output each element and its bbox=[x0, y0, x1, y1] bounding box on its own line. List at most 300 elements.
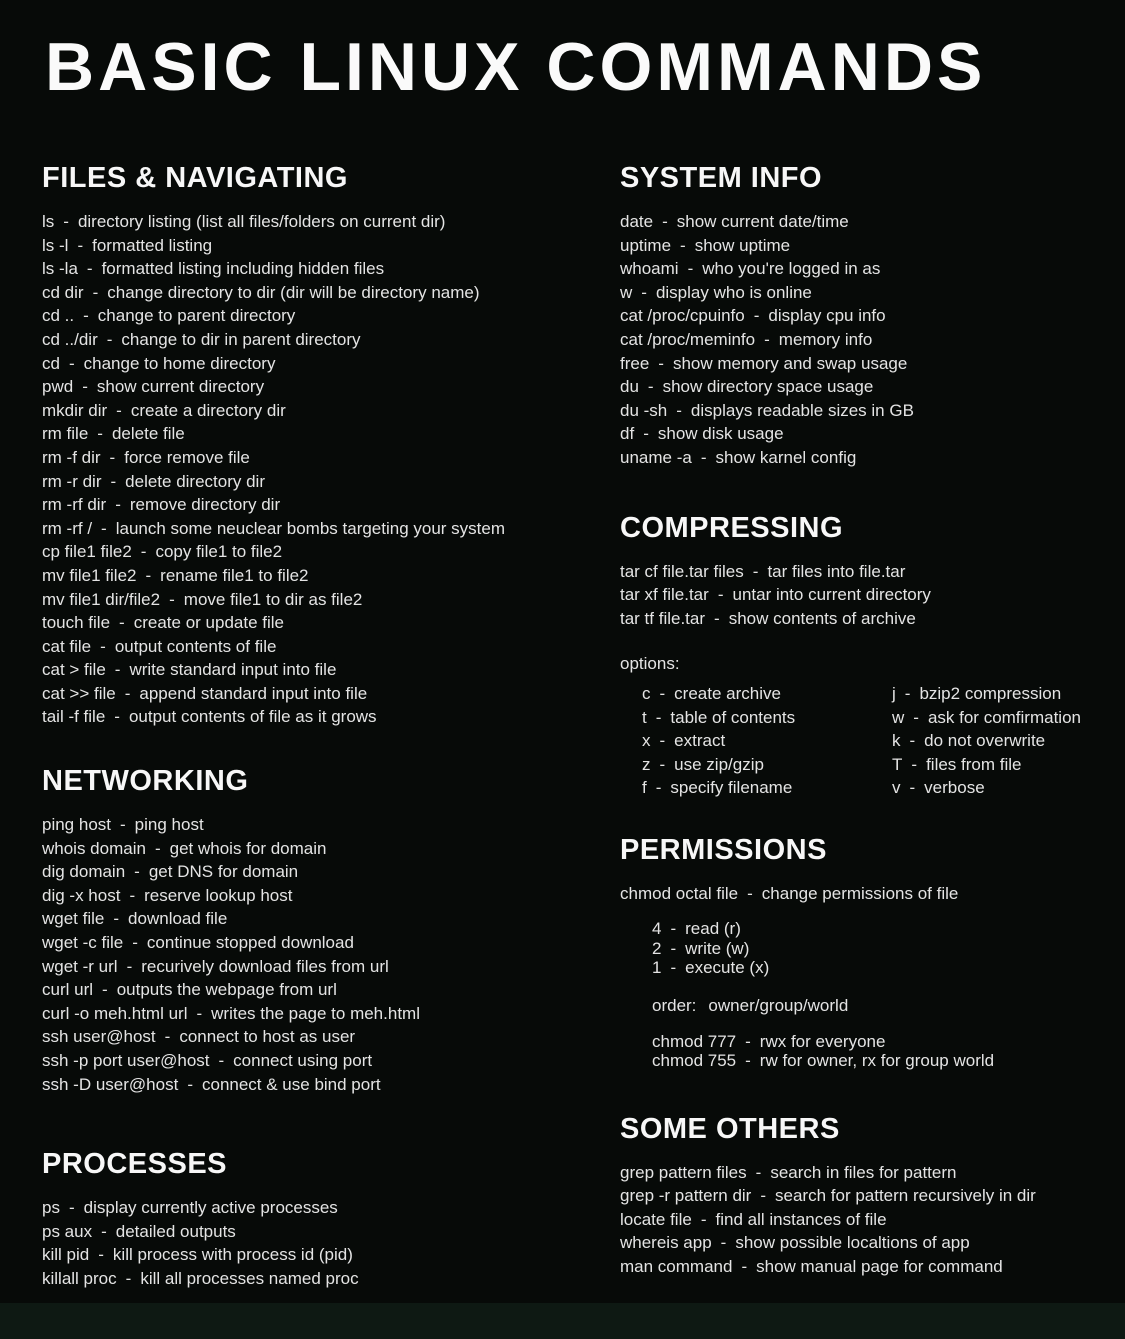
separator-dash-glyph: - bbox=[641, 282, 647, 302]
separator-dash-glyph: - bbox=[120, 815, 126, 835]
command-description: rw for owner, rx for group world bbox=[759, 1051, 995, 1071]
command-text: locate file bbox=[620, 1209, 692, 1229]
command-line bbox=[42, 517, 612, 541]
command-line bbox=[652, 958, 1122, 978]
command-line bbox=[42, 1220, 612, 1244]
command-text: cp file1 file2 bbox=[42, 542, 132, 562]
separator-dash-glyph: - bbox=[647, 377, 654, 397]
separator-dash-glyph: - bbox=[92, 282, 99, 302]
command-description: kill all processes named proc bbox=[140, 1268, 359, 1288]
command-line bbox=[620, 446, 1122, 470]
command-line bbox=[642, 729, 892, 753]
options-label: options: bbox=[620, 654, 680, 674]
command-line bbox=[42, 837, 612, 861]
command-text: man command bbox=[620, 1256, 733, 1276]
command-line bbox=[42, 1267, 612, 1291]
separator-dash-glyph: - bbox=[164, 1027, 171, 1047]
command-text: ssh -D user@host bbox=[42, 1074, 179, 1094]
command-description: table of contents bbox=[670, 707, 796, 727]
section-heading: SYSTEM INFO bbox=[620, 162, 823, 194]
command-text: chmod 755 bbox=[652, 1051, 737, 1071]
command-text: curl -o meh.html url bbox=[42, 1003, 188, 1023]
poster-title: BASIC LINUX COMMANDS bbox=[45, 29, 987, 105]
command-description: connect & use bind port bbox=[201, 1074, 381, 1094]
command-description: verbose bbox=[924, 778, 985, 798]
command-description: launch some neuclear bombs targeting your system bbox=[115, 518, 506, 538]
separator-dash-glyph: - bbox=[655, 778, 662, 798]
command-description: move file1 to dir as file2 bbox=[183, 589, 363, 609]
separator-dash-glyph: - bbox=[101, 518, 107, 538]
command-description: detailed outputs bbox=[115, 1221, 236, 1241]
command-description: output contents of file bbox=[114, 636, 277, 656]
command-text: whois domain bbox=[42, 838, 146, 858]
command-description: write (w) bbox=[685, 938, 750, 958]
separator-dash-glyph: - bbox=[97, 424, 103, 444]
command-line bbox=[42, 352, 612, 376]
command-line bbox=[42, 234, 612, 258]
command-line bbox=[620, 281, 1122, 305]
command-line bbox=[42, 1073, 612, 1097]
command-text: tail -f file bbox=[42, 707, 106, 727]
separator-dash-glyph: - bbox=[132, 933, 138, 953]
separator-dash-glyph: - bbox=[714, 608, 720, 628]
command-description: recurively download files from url bbox=[141, 956, 389, 976]
command-text: rm -rf dir bbox=[42, 495, 107, 515]
command-text: wget -c file bbox=[42, 933, 124, 953]
separator-dash-glyph: - bbox=[218, 1051, 225, 1070]
command-line bbox=[620, 1208, 1122, 1232]
command-text: tar tf file.tar bbox=[620, 608, 706, 628]
command-text: ps bbox=[42, 1198, 60, 1218]
command-description: show current directory bbox=[96, 377, 265, 397]
command-text: ls -l bbox=[42, 235, 69, 255]
command-text: tar cf file.tar files bbox=[620, 561, 744, 581]
command-description: who you're logged in as bbox=[702, 259, 881, 279]
command-text: df bbox=[620, 424, 635, 444]
separator-dash-glyph: - bbox=[124, 683, 131, 703]
separator-dash-glyph: - bbox=[676, 400, 682, 420]
command-line bbox=[42, 564, 612, 588]
separator-dash-glyph: - bbox=[145, 565, 152, 585]
command-line bbox=[42, 210, 612, 234]
command-line bbox=[42, 931, 612, 955]
command-description: files from file bbox=[926, 754, 1022, 774]
command-description: extract bbox=[674, 731, 726, 751]
command-line bbox=[42, 540, 612, 564]
command-description: show directory space usage bbox=[662, 377, 874, 397]
command-description: tar files into file.tar bbox=[767, 561, 906, 581]
options-column-right bbox=[892, 682, 1081, 800]
separator-dash-glyph: - bbox=[764, 329, 770, 349]
command-description: show manual page for command bbox=[756, 1256, 1003, 1276]
command-line bbox=[652, 1032, 1122, 1052]
command-line bbox=[42, 422, 612, 446]
command-description: change to home directory bbox=[83, 353, 276, 373]
command-line bbox=[620, 560, 1122, 584]
command-line bbox=[642, 706, 892, 730]
separator-dash-glyph: - bbox=[113, 909, 120, 929]
command-text: cat >> file bbox=[42, 683, 116, 703]
command-description: memory info bbox=[778, 329, 873, 349]
separator-dash-glyph: - bbox=[115, 495, 121, 515]
separator-dash-glyph: - bbox=[752, 561, 759, 581]
separator-dash-glyph: - bbox=[760, 1186, 767, 1206]
command-line bbox=[620, 422, 1122, 446]
command-line bbox=[620, 328, 1122, 352]
command-text: mkdir dir bbox=[42, 400, 108, 420]
command-line bbox=[42, 328, 612, 352]
separator-dash-glyph: - bbox=[913, 707, 919, 727]
command-line bbox=[42, 860, 612, 884]
command-text: rm -f dir bbox=[42, 447, 101, 467]
separator-dash-glyph: - bbox=[747, 883, 753, 903]
order-value: owner/group/world bbox=[708, 995, 849, 1015]
command-text: k bbox=[892, 731, 901, 751]
command-description: execute (x) bbox=[685, 958, 770, 978]
command-text: cd dir bbox=[42, 282, 84, 302]
command-description: create a directory dir bbox=[130, 400, 286, 420]
command-text: f bbox=[642, 778, 647, 798]
separator-dash-glyph: - bbox=[700, 447, 707, 467]
separator-dash-glyph: - bbox=[904, 683, 911, 703]
command-description: create archive bbox=[674, 683, 781, 703]
separator-dash-glyph: - bbox=[670, 958, 677, 978]
separator-dash-glyph: - bbox=[670, 938, 677, 958]
command-line bbox=[42, 588, 612, 612]
command-description: writes the page to meh.html bbox=[211, 1003, 420, 1023]
command-text: 1 bbox=[652, 958, 662, 978]
command-line bbox=[620, 882, 1122, 906]
command-line bbox=[620, 257, 1122, 281]
command-line bbox=[620, 234, 1122, 258]
command-text: cd .. bbox=[42, 306, 75, 326]
section-heading: FILES & NAVIGATING bbox=[42, 162, 348, 194]
command-description: create or update file bbox=[133, 613, 284, 633]
command-text: cat > file bbox=[42, 660, 106, 680]
command-description: formatted listing bbox=[92, 235, 213, 255]
command-text: dig -x host bbox=[42, 885, 121, 905]
separator-dash-glyph: - bbox=[129, 885, 136, 905]
command-text: whereis app bbox=[620, 1233, 712, 1253]
command-text: mv file1 dir/file2 bbox=[42, 589, 161, 609]
command-line bbox=[892, 706, 1081, 730]
separator-dash-glyph: - bbox=[116, 400, 122, 420]
command-text: ssh user@host bbox=[42, 1027, 156, 1047]
separator-dash-glyph: - bbox=[659, 731, 666, 751]
command-description: find all instances of file bbox=[715, 1209, 887, 1229]
command-line bbox=[620, 1184, 1122, 1208]
order-line bbox=[652, 994, 1122, 1018]
command-description: show uptime bbox=[694, 235, 791, 255]
permission-values-block bbox=[652, 919, 1122, 978]
command-description: show current date/time bbox=[676, 212, 849, 231]
command-text: 4 bbox=[652, 919, 662, 939]
section-heading: NETWORKING bbox=[42, 765, 249, 798]
command-text: uname -a bbox=[620, 447, 692, 467]
command-text: date bbox=[620, 212, 654, 231]
command-description: delete directory dir bbox=[125, 471, 265, 491]
separator-dash-glyph: - bbox=[187, 1074, 193, 1094]
command-line bbox=[652, 939, 1122, 959]
separator-dash-glyph: - bbox=[77, 235, 84, 255]
command-text: cat file bbox=[42, 636, 92, 656]
command-line bbox=[42, 446, 612, 470]
command-line bbox=[620, 1255, 1122, 1279]
command-description: use zip/gzip bbox=[674, 754, 764, 774]
command-description: displays readable sizes in GB bbox=[690, 400, 914, 420]
command-description: outputs the webpage from url bbox=[116, 980, 337, 1000]
command-line bbox=[42, 281, 612, 305]
command-line bbox=[42, 304, 612, 328]
command-line bbox=[42, 1243, 612, 1267]
separator-dash-glyph: - bbox=[63, 212, 69, 231]
command-line bbox=[620, 210, 1122, 234]
command-line bbox=[42, 1025, 612, 1049]
command-text: du -sh bbox=[620, 400, 668, 420]
command-text: T bbox=[892, 754, 903, 774]
separator-dash-glyph: - bbox=[169, 589, 175, 609]
separator-dash-glyph: - bbox=[717, 585, 724, 605]
command-description: change permissions of file bbox=[761, 883, 959, 903]
command-line bbox=[42, 955, 612, 979]
separator-dash-glyph: - bbox=[655, 707, 662, 727]
command-text: w bbox=[620, 282, 633, 302]
command-description: change directory to dir (dir will be directory name) bbox=[107, 282, 480, 302]
command-description: search for pattern recursively in dir bbox=[775, 1186, 1036, 1206]
command-line bbox=[42, 658, 612, 682]
separator-dash-glyph: - bbox=[720, 1233, 727, 1253]
left-column bbox=[42, 160, 612, 1291]
command-description: directory listing (list all files/folders on current dir) bbox=[77, 212, 446, 231]
command-description: kill process with process id (pid) bbox=[112, 1245, 353, 1265]
section-heading: SOME OTHERS bbox=[620, 1112, 840, 1145]
command-line bbox=[642, 776, 892, 800]
command-text: uptime bbox=[620, 235, 672, 255]
separator-dash-glyph: - bbox=[700, 1209, 707, 1229]
command-description: append standard input into file bbox=[139, 683, 368, 703]
command-description: search in files for pattern bbox=[770, 1162, 957, 1182]
command-description: do not overwrite bbox=[924, 731, 1046, 751]
separator-dash-glyph: - bbox=[109, 447, 116, 467]
command-text: w bbox=[892, 707, 905, 727]
command-description: change to dir in parent directory bbox=[121, 329, 361, 349]
command-text: ssh -p port user@host bbox=[42, 1051, 210, 1070]
command-line bbox=[652, 919, 1122, 939]
separator-dash-glyph: - bbox=[83, 306, 89, 326]
command-text: cat /proc/cpuinfo bbox=[620, 306, 745, 326]
command-text: ls bbox=[42, 212, 55, 231]
command-description: download file bbox=[128, 909, 228, 929]
command-description: ping host bbox=[134, 815, 204, 835]
command-description: display cpu info bbox=[768, 306, 886, 326]
command-description: show contents of archive bbox=[728, 608, 916, 628]
section-heading: PERMISSIONS bbox=[620, 833, 827, 866]
command-line bbox=[42, 813, 612, 837]
separator-dash-glyph: - bbox=[119, 613, 125, 633]
command-description: change to parent directory bbox=[97, 306, 296, 326]
command-text: rm -r dir bbox=[42, 471, 102, 491]
separator-dash-glyph: - bbox=[68, 353, 75, 373]
command-line bbox=[42, 1196, 612, 1220]
separator-dash-glyph: - bbox=[68, 1198, 75, 1218]
separator-dash-glyph: - bbox=[911, 754, 918, 774]
chmod-examples-block bbox=[652, 1032, 1122, 1071]
separator-dash-glyph: - bbox=[687, 259, 694, 279]
separator-dash-glyph: - bbox=[643, 424, 649, 444]
command-text: curl url bbox=[42, 980, 94, 1000]
command-text: ping host bbox=[42, 815, 111, 835]
separator-dash-glyph: - bbox=[670, 919, 677, 939]
command-text: dig domain bbox=[42, 862, 126, 882]
separator-dash-glyph: - bbox=[755, 1162, 762, 1182]
separator-dash-glyph: - bbox=[134, 862, 140, 882]
command-description: rwx for everyone bbox=[759, 1031, 886, 1051]
command-text: chmod octal file bbox=[620, 883, 739, 903]
command-description: get whois for domain bbox=[169, 838, 327, 858]
separator-dash-glyph: - bbox=[98, 1245, 104, 1265]
command-description: remove directory dir bbox=[129, 495, 281, 515]
footer-band bbox=[0, 1303, 1125, 1339]
separator-dash-glyph: - bbox=[86, 259, 93, 279]
command-line bbox=[42, 1002, 612, 1026]
separator-dash-glyph: - bbox=[82, 377, 88, 397]
command-text: tar xf file.tar bbox=[620, 585, 709, 605]
command-description: bzip2 compression bbox=[919, 683, 1062, 703]
separator-dash-glyph: - bbox=[741, 1256, 748, 1276]
options-grid bbox=[642, 682, 1122, 800]
command-text: 2 bbox=[652, 938, 662, 958]
command-description: untar into current directory bbox=[732, 585, 931, 605]
command-description: write standard input into file bbox=[129, 660, 337, 680]
separator-dash-glyph: - bbox=[100, 636, 106, 656]
section-heading: PROCESSES bbox=[42, 1148, 227, 1181]
command-text: wget -r url bbox=[42, 956, 118, 976]
command-text: whoami bbox=[620, 259, 679, 279]
command-line bbox=[620, 1231, 1122, 1255]
command-line bbox=[42, 907, 612, 931]
separator-dash-glyph: - bbox=[745, 1031, 751, 1051]
separator-dash-glyph: - bbox=[140, 542, 147, 562]
command-text: wget file bbox=[42, 909, 105, 929]
command-description: get DNS for domain bbox=[148, 862, 299, 882]
command-text: ls -la bbox=[42, 259, 78, 279]
command-line bbox=[42, 493, 612, 517]
command-description: reserve lookup host bbox=[144, 885, 293, 905]
separator-dash-glyph: - bbox=[909, 731, 916, 751]
right-column bbox=[620, 160, 1122, 1279]
command-text: rm file bbox=[42, 424, 89, 444]
command-line bbox=[42, 470, 612, 494]
command-text: rm -rf / bbox=[42, 518, 93, 538]
separator-dash-glyph: - bbox=[114, 660, 121, 680]
separator-dash-glyph: - bbox=[659, 683, 666, 703]
command-text: killall proc bbox=[42, 1268, 117, 1288]
command-line bbox=[42, 884, 612, 908]
command-text: mv file1 file2 bbox=[42, 565, 137, 585]
separator-dash-glyph: - bbox=[101, 1221, 107, 1241]
command-line bbox=[42, 1049, 612, 1073]
command-description: show karnel config bbox=[715, 447, 857, 467]
command-text: z bbox=[642, 754, 651, 774]
command-description: show memory and swap usage bbox=[672, 353, 908, 373]
command-line bbox=[620, 352, 1122, 376]
order-label: order: bbox=[652, 995, 697, 1015]
separator-dash-glyph: - bbox=[659, 754, 666, 774]
command-text: cat /proc/meminfo bbox=[620, 329, 756, 349]
separator-dash-glyph: - bbox=[114, 707, 120, 727]
command-description: continue stopped download bbox=[146, 933, 354, 953]
command-line bbox=[42, 978, 612, 1002]
command-line bbox=[642, 753, 892, 777]
separator-dash-glyph: - bbox=[745, 1051, 751, 1071]
command-line bbox=[652, 1051, 1122, 1071]
command-text: pwd bbox=[42, 377, 74, 397]
separator-dash-glyph: - bbox=[106, 329, 113, 349]
separator-dash-glyph: - bbox=[110, 471, 117, 491]
command-line bbox=[620, 375, 1122, 399]
command-description: copy file1 to file2 bbox=[155, 542, 283, 562]
command-line bbox=[620, 304, 1122, 328]
command-line bbox=[42, 375, 612, 399]
separator-dash-glyph: - bbox=[662, 212, 668, 231]
command-text: grep pattern files bbox=[620, 1162, 747, 1182]
command-description: connect to host as user bbox=[179, 1027, 356, 1047]
command-description: force remove file bbox=[124, 447, 250, 467]
command-text: x bbox=[642, 731, 651, 751]
command-text: ps aux bbox=[42, 1221, 93, 1241]
command-line bbox=[42, 635, 612, 659]
separator-dash-glyph: - bbox=[658, 353, 664, 373]
section-heading: COMPRESSING bbox=[620, 511, 844, 544]
command-description: display currently active processes bbox=[83, 1198, 338, 1218]
command-description: specify filename bbox=[670, 778, 793, 798]
separator-dash-glyph: - bbox=[154, 838, 161, 858]
command-line bbox=[620, 1161, 1122, 1185]
command-text: chmod 777 bbox=[652, 1031, 737, 1051]
command-description: show disk usage bbox=[657, 424, 784, 444]
command-text: cd ../dir bbox=[42, 329, 98, 349]
command-line bbox=[42, 257, 612, 281]
command-line bbox=[42, 399, 612, 423]
separator-dash-glyph: - bbox=[125, 1268, 132, 1288]
command-line bbox=[620, 583, 1122, 607]
separator-dash-glyph: - bbox=[126, 956, 133, 976]
command-text: v bbox=[892, 778, 901, 798]
command-text: j bbox=[892, 683, 896, 703]
command-text: cd bbox=[42, 353, 60, 373]
command-line bbox=[620, 399, 1122, 423]
command-line bbox=[642, 682, 892, 706]
command-description: ask for comfirmation bbox=[927, 707, 1081, 727]
command-description: show possible localtions of app bbox=[735, 1233, 970, 1253]
command-line bbox=[42, 682, 612, 706]
command-text: t bbox=[642, 707, 647, 727]
command-text: kill pid bbox=[42, 1245, 90, 1265]
command-text: grep -r pattern dir bbox=[620, 1186, 752, 1206]
command-line bbox=[892, 682, 1081, 706]
separator-dash-glyph: - bbox=[680, 235, 686, 255]
options-column-left bbox=[642, 682, 892, 800]
separator-dash-glyph: - bbox=[196, 1003, 203, 1023]
command-description: connect using port bbox=[233, 1051, 373, 1070]
command-description: rename file1 to file2 bbox=[160, 565, 309, 585]
separator-dash-glyph: - bbox=[753, 306, 760, 326]
command-line bbox=[620, 607, 1122, 631]
command-line bbox=[42, 705, 612, 729]
command-description: read (r) bbox=[685, 919, 741, 939]
command-description: display who is online bbox=[655, 282, 812, 302]
command-description: output contents of file as it grows bbox=[128, 707, 377, 727]
